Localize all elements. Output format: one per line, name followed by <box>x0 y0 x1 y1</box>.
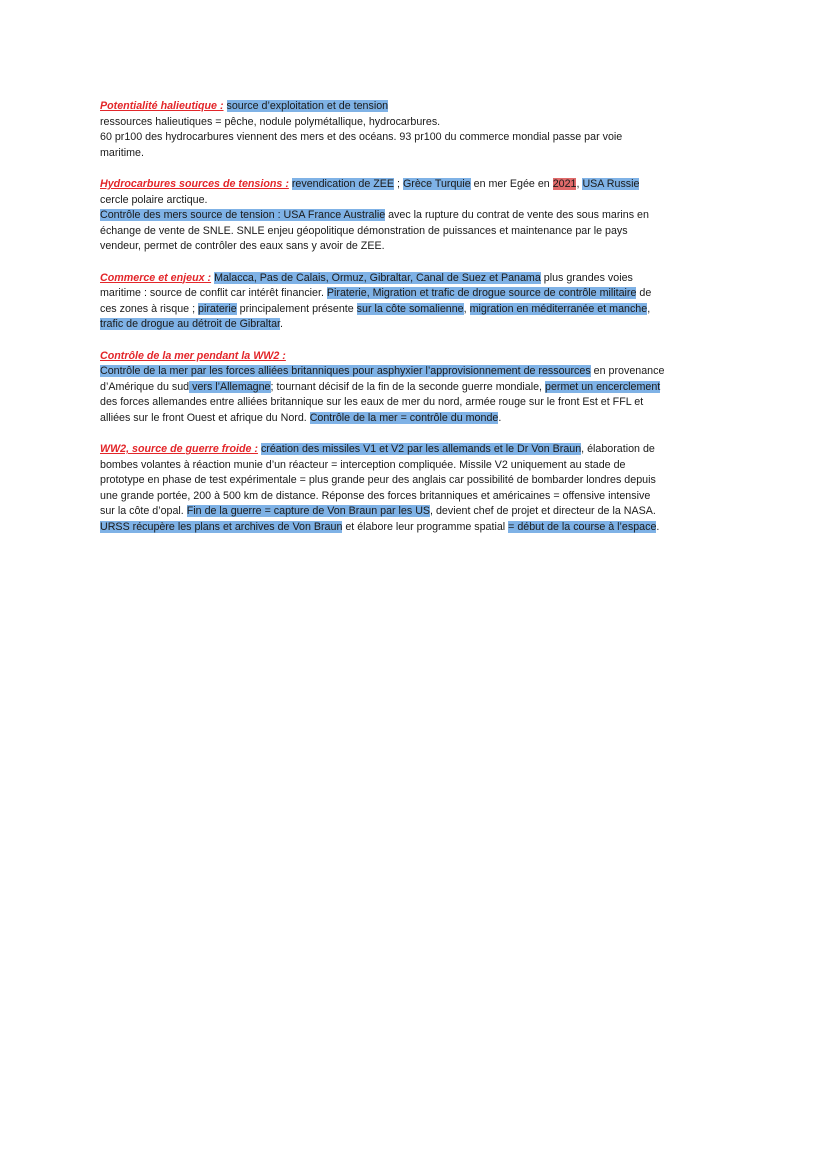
text-line <box>100 146 724 162</box>
body-text: et élabore leur programme spatial <box>342 521 509 534</box>
highlighted-text: Grèce Turquie <box>402 177 471 190</box>
text-line <box>100 380 724 396</box>
text-line <box>100 115 724 131</box>
highlighted-text-red: 2021 <box>552 177 577 190</box>
body-text: . <box>498 411 502 424</box>
text-line <box>100 317 724 333</box>
section-title: Hydrocarbures sources de tensions : <box>100 177 289 190</box>
body-text: , <box>576 177 583 190</box>
text-line <box>100 239 724 255</box>
text-line <box>100 99 724 115</box>
body-text: des forces allemandes entre alliées britannique sur les eaux de mer du nord, armée rouge sur le front Est et FFL et <box>100 396 644 409</box>
text-line <box>100 224 724 240</box>
body-text: vendeur, permet de contrôler des eaux sans y avoir de ZEE. <box>100 240 385 253</box>
body-text: en mer Egée en <box>470 177 553 190</box>
text-line <box>100 271 724 287</box>
body-text: ces zones à risque ; <box>100 302 199 315</box>
body-text: ressources halieutiques = pêche, nodule polymétallique, hydrocarbures. <box>100 115 441 128</box>
body-text: ; tournant décisif de la fin de la seconde guerre mondiale, <box>270 380 545 393</box>
section-0 <box>100 99 724 161</box>
text-line <box>100 458 724 474</box>
highlighted-text: trafic de drogue au détroit de Gibraltar <box>100 318 281 331</box>
body-text: , <box>647 302 651 315</box>
body-text: maritime : source de conflit car intérêt financier. <box>100 287 327 300</box>
text-line <box>100 193 724 209</box>
highlighted-text: Contrôle des mers source de tension : USA France Australie <box>100 209 386 222</box>
section-title: Contrôle de la mer pendant la WW2 : <box>100 349 286 362</box>
text-line <box>100 504 724 520</box>
body-text: alliées sur le front Ouest et afrique du Nord. <box>100 411 310 424</box>
highlighted-text: revendication de ZEE <box>291 177 395 190</box>
body-text: 60 pr100 des hydrocarbures viennent des mers et des océans. 93 pr100 du commerce mondial passe par voie <box>100 131 623 144</box>
body-text: . <box>656 521 660 534</box>
highlighted-text: sur la côte somalienne <box>356 302 464 315</box>
highlighted-text: Malacca, Pas de Calais, Ormuz, Gibraltar, Canal de Suez et Panama <box>214 271 541 284</box>
text-line <box>100 286 724 302</box>
text-line <box>100 489 724 505</box>
highlighted-text: Contrôle de la mer par les forces alliées britanniques pour asphyxier l’approvisionnement de ressources <box>100 365 591 378</box>
section-4 <box>100 442 724 536</box>
text-line <box>100 411 724 427</box>
text-line <box>100 208 724 224</box>
text-line <box>100 520 724 536</box>
section-title: Commerce et enjeux : <box>100 271 212 284</box>
section-title: Potentialité halieutique : <box>100 100 224 112</box>
highlighted-text: USA Russie <box>582 177 640 190</box>
document-page <box>100 99 724 551</box>
body-text: échange de vente de SNLE. SNLE enjeu géopolitique démonstration de puissances et maintenance par le pays <box>100 224 628 237</box>
body-text: , élaboration de <box>581 443 655 456</box>
highlighted-text: vers l’Allemagne <box>189 380 271 393</box>
body-text: principalement présente <box>236 302 357 315</box>
body-text: sur la côte d’opal. <box>100 505 187 518</box>
text-line <box>100 302 724 318</box>
highlighted-text: URSS récupère les plans et archives de Von Braun <box>100 521 343 534</box>
body-text: , <box>463 302 470 315</box>
section-title: WW2, source de guerre froide : <box>100 443 258 456</box>
highlighted-text: source d’exploitation et de tension <box>226 100 389 112</box>
body-text: d’Amérique du sud <box>100 380 190 393</box>
text-line <box>100 177 724 193</box>
text-line <box>100 442 724 458</box>
highlighted-text: création des missiles V1 et V2 par les allemands et le Dr Von Braun <box>260 443 582 456</box>
body-text: cercle polaire arctique. <box>100 193 208 206</box>
body-text: . <box>280 318 283 331</box>
highlighted-text: migration en méditerranée et manche <box>469 302 648 315</box>
body-text: ; <box>394 177 403 190</box>
body-text: maritime. <box>100 146 144 159</box>
highlighted-text: = début de la course à l’espace <box>508 521 657 534</box>
body-text: avec la rupture du contrat de vente des sous marins en <box>385 209 649 222</box>
highlighted-text: Contrôle de la mer = contrôle du monde <box>309 411 499 424</box>
body-text: plus grandes voies <box>540 271 633 284</box>
highlighted-text: Piraterie, Migration et trafic de drogue source de contrôle militaire <box>326 287 637 300</box>
highlighted-text: permet un encerclement <box>545 380 661 393</box>
text-line <box>100 395 724 411</box>
body-text: prototype en phase de test expérimentale = plus grande peur des anglais car possibilité de bombarder londres depuis <box>100 474 656 487</box>
body-text: une grande portée, 200 à 500 km de distance. Réponse des forces britanniques et américaines = offensive intensive <box>100 489 651 502</box>
text-line <box>100 473 724 489</box>
section-3 <box>100 349 724 427</box>
text-line <box>100 130 724 146</box>
highlighted-text: Fin de la guerre = capture de Von Braun par les US <box>186 505 431 518</box>
highlighted-text: piraterie <box>198 302 237 315</box>
body-text: , devient chef de projet et directeur de la NASA. <box>430 505 656 518</box>
text-line <box>100 364 724 380</box>
text-line <box>100 349 724 365</box>
body-text: en provenance <box>590 365 665 378</box>
body-text: bombes volantes à réaction munie d’un réacteur = interception compliquée. Missile V2 uniquement au stade de <box>100 458 626 471</box>
body-text: de <box>636 287 652 300</box>
section-1 <box>100 177 724 255</box>
section-2 <box>100 271 724 333</box>
